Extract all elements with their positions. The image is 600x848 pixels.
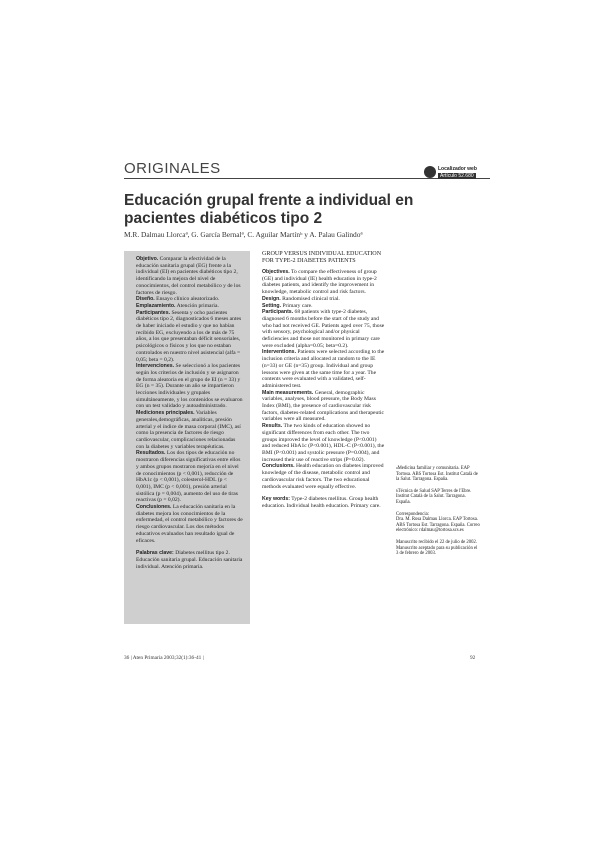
badge-article: Artículo 52.680: [440, 173, 474, 179]
affiliation-a: $^a$Medicina familiar y comunitaria. EAP Tortosa. ABS Tortosa Est. Institut Català de la Salut. Tarragona. España.: [396, 466, 478, 483]
globe-icon: [424, 166, 436, 178]
page-number: 92: [470, 655, 476, 661]
affiliations: [396, 466, 480, 563]
web-locator-badge: [424, 166, 490, 184]
badge-title: Localizador web: [438, 166, 477, 172]
authors: M.R. Dalmau Llorcaª, G. García Bernalª, C. Aguilar Martínᵇ y A. Palau Galindoª: [124, 230, 363, 239]
manuscript-dates: Manuscrito recibido el 22 de julio de 2002. Manuscrito aceptado para su publicación el 3 de febrero de 2003.: [396, 539, 478, 557]
english-abstract-heading: GROUP VERSUS INDIVIDUAL EDUCATION FOR TYPE-2 DIABETES PATIENTS: [262, 251, 382, 264]
article-title: Educación grupal frente a individual en pacientes diabéticos tipo 2: [124, 192, 414, 227]
journal-citation: 36 | Aten Primaria 2003;32(1):36-41 |: [124, 655, 204, 661]
affiliation-b: $^b$Técnica de Salud SAP Terres de l'Ebre. Institut Català de la Salut. Tarragona. España.: [396, 488, 472, 505]
section-label: ORIGINALES: [124, 160, 221, 177]
spanish-abstract: Objetivo. Comparar la efectividad de la educación sanitaria grupal (EG) frente a la individual (EI) en pacientes diabéticos tipo 2, identificando la mejora del nivel de conocimientos, del control metabólico y de los factores de riesgo. Diseño. Ensayo clínico aleatorizado. Emplazamiento. Atención primaria. Participantes. Sesenta y ocho pacientes diabéticos tipo 2, diagnosticados 6 meses antes de haber iniciado el estudio y que no habían recibido EG, excluyendo a los de más de 75 años, a los que presentaban déficit sensoriales, psicológicos o físicos y los que no estaban controlados en nuestro nivel asistencial (alfa = 0,05; beta = 0,2). Intervenciones. Se seleccionó a los pacientes según los criterios de inclusión y se asignaron de forma aleatoria en el grupo de EI (n = 33) y EG (n = 35). Durante un año se impartieron lecciones individuales y grupales simultáneamente, y los contenidos se evaluaron con un test validado y autoadministrado. Mediciones principales. Variables generales,demográficas, analíticas, presión arterial y el índice de masa corporal (IMC), así como la presencia de factores de riesgo cardiovascular, complicaciones relacionadas con la diabetes y variables terapéuticas. Resultados. Los dos tipos de educación no mostraron diferencias significativas entre ellos y ambos grupos mostraron mejoría en el nivel de conocimientos (p < 0,001), reducción de HbA1c (p < 0,001), colesterol-HDL (p < 0,001), IMC (p < 0,001), presión arterial sistólica (p = 0,004), aumento del uso de tiras reactivas (p = 0,02). Conclusiones. La educación sanitaria en la diabetes mejora los conocimientos de la enfermedad, el control metabólico y factores de riesgo cardiovascular. Los dos métodos educativos evaluados han resultado igual de eficaces. Palabras clave: Diabetes mellitus tipo 2. Educación sanitaria grupal. Educación sanitaria individual. Atención primaria.: [124, 251, 250, 624]
english-abstract: GROUP VERSUS INDIVIDUAL EDUCATION FOR TYPE-2 DIABETES PATIENTS Objectives. To compare the effectiveness of group (GE) and individual (IE) health education in type-2 diabetes patients, and identify the improvement in knowledge, metabolic control and risk factors. Design. Randomised clinical trial. Setting. Primary care. Participants. 68 patients with type-2 diabetes, diagnosed 6 months before the start of the study and who had not received GE. Patients aged over 75, those with sensory, psychological and/or physical deficiencies and those not monitored in primary care were excluded (alpha=0.05; beta=0.2). Interventions. Patients were selected according to the inclusion criteria and allocated at random to the IE (n=33) or GE (n=35) group. Individual and group lessons were given at the same time for a year. The contents were evaluated with a validated, self-administered test. Main measurements. General, demographic variables, analyses, blood pressure, the Body Mass Index (BMI), the presence of cardiovascular risk factors, diabetes-related complications and therapeutic variables were all measured. Results. The two kinds of education showed no significant differences from each other. The two groups improved the level of knowledge (P<0.001) and reduced HbA1c (P<0.001), HDL-C (P<0.001), the BMI (P<0.001) and systolic pressure (P=0.004), and increased their use of reactive strips (P=0.02). Conclusions. Health education on diabetes improved knowledge of the disease, metabolic control and cardiovascular risk factors. The two educational methods evaluated were equally effective. Key words: Type-2 diabetes mellitus. Group health education. Individual health education. Primary care.: [262, 251, 385, 509]
correspondence: Correspondencia: Dra. M. Rosa Dalmau Llorca. EAP Tortosa. ABS Tortosa Est. Tarragona. España. Correo electrónico: rdalmau@tortosa.scs.es: [396, 511, 480, 534]
